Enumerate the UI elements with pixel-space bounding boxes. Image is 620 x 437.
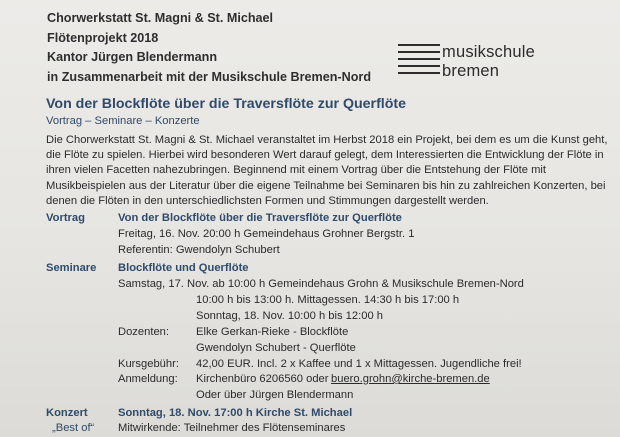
dozent-name: Gwendolyn Schubert - Querflöte [196, 342, 356, 354]
konzert-label: Konzert [46, 407, 88, 419]
intro-paragraph [46, 133, 620, 209]
musikschule-logo [398, 40, 535, 84]
header-line: Kantor Jürgen Blendermann [47, 50, 218, 64]
seminare-heading: Blockflöte und Querflöte [118, 262, 249, 274]
seminare-label: Seminare [46, 262, 97, 274]
fee-value: 42,00 EUR. Incl. 2 x Kaffee und 1 x Mittagessen. Jugendliche frei! [196, 358, 522, 370]
seminare-line: Samstag, 17. Nov. ab 10:00 h Gemeindehaus Grohn & Musikschule Bremen-Nord [118, 278, 524, 290]
konzert-sublabel: „Best of“ [52, 422, 95, 434]
konzert-performers: Mitwirkende: Teilnehmer des Flötenseminares [118, 422, 346, 434]
intro-line: denen die Flöten in den unterschiedlichsten Formen und Stimmungen dargestellt werden. [46, 194, 489, 207]
intro-line: ihren vielen Facetten nahezubringen. Beginnend mit einem Vortrag über die Entstehung der Flöte mit [46, 164, 547, 177]
signup-phone: Kirchenbüro 6206560 oder [196, 373, 329, 385]
vortrag-date: Freitag, 16. Nov. 20:00 h Gemeindehaus Grohner Bergstr. 1 [118, 228, 415, 240]
fee-label: Kursgebühr: [118, 358, 179, 370]
logo-rule [398, 51, 440, 53]
dozent-name: Elke Gerkan-Rieke - Blockflöte [196, 326, 349, 338]
logo-rule [398, 58, 440, 60]
logo-rule [398, 44, 440, 46]
intro-line: Die Chorwerkstatt St. Magni & St. Michael veranstaltet im Herbst 2018 ein Projekt, bei dem es um die Kunst geht, [46, 134, 608, 146]
konzert-heading: Sonntag, 18. Nov. 17:00 h Kirche St. Michael [118, 407, 353, 419]
vortrag-speaker: Referentin: Gwendolyn Schubert [118, 244, 280, 256]
seminare-line: Sonntag, 18. Nov. 10:00 h bis 12:00 h [196, 310, 384, 322]
logo-rule [398, 65, 440, 67]
vortrag-heading: Von der Blockflöte über die Traversflöte zur Querflöte [118, 212, 402, 224]
signup-alt: Oder über Jürgen Blendermann [196, 389, 354, 401]
vortrag-label: Vortrag [46, 212, 85, 224]
header-line: Chorwerkstatt St. Magni & St. Michael [47, 11, 274, 25]
logo-text-bremen: bremen [442, 62, 500, 80]
intro-line: Musikbeispielen aus der Literatur über die eigene Teilnahme bei Seminaren bis hin zu zahlreichen Konzerten, bei [46, 179, 606, 192]
logo-text-musikschule: musikschule [442, 43, 535, 61]
header-line: in Zusammenarbeit mit der Musikschule Bremen-Nord [47, 69, 372, 84]
event-title: Von der Blockflöte über die Traversflöte zur Querflöte [46, 96, 407, 112]
signup-label: Anmeldung: [118, 373, 178, 385]
signup-email-link[interactable]: buero.grohn@kirche-bremen.de [331, 373, 490, 385]
seminare-line: 10:00 h bis 13:00 h. Mittagessen. 14:30 h bis 17:00 h [196, 294, 460, 306]
intro-line: die Flöte zu spielen. Hierbei wird besonderen Wert darauf gelegt, dem Interessierten die Entwicklung der Flöte in [46, 149, 604, 162]
organizer-header [47, 9, 371, 87]
header-line: Flötenprojekt 2018 [47, 30, 159, 45]
event-subtitle: Vortrag – Seminare – Konzerte [46, 115, 200, 127]
logo-rule [398, 72, 440, 74]
dozenten-label: Dozenten: [118, 326, 169, 338]
